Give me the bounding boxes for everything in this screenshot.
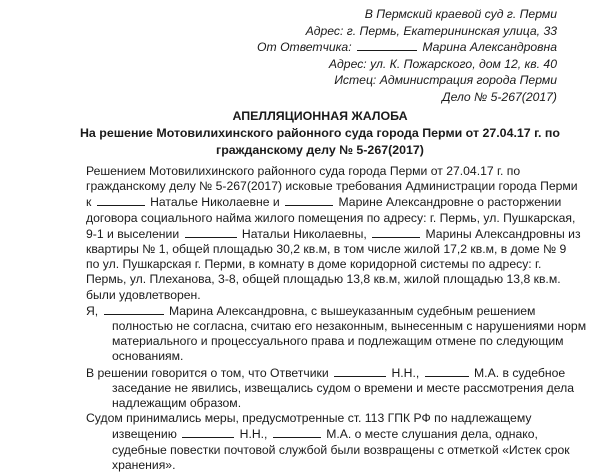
paragraph-line: полностью не согласна, считаю его незаконным, вынесенным с нарушениями норм [112, 319, 587, 334]
title-subject-line1: На решение Мотовилихинского районного суда города Перми от 27.04.17 г. по [79, 126, 560, 140]
paragraph-line [86, 426, 556, 442]
text-fragment: Марине Александровне о расторжении [338, 195, 562, 210]
paragraph-line: надлежащим образом. [112, 396, 242, 411]
paragraph-line: материального и процессуального права и подлежащим отмене по следующим [112, 334, 564, 349]
text-fragment: 9-1 и выселении [86, 226, 180, 241]
paragraph-line: Решением Мотовилихинского районного суда города Перми от 27.04.17 г. по [86, 164, 521, 178]
court-address: Адрес: г. Пермь, Екатерининская улица, 33 [305, 23, 557, 38]
paragraph-line: судебные повестки почтовой службой были возвращены с отметкой «Истек срок [112, 442, 570, 457]
name-blank [182, 426, 234, 438]
text-fragment: извещению [112, 427, 177, 442]
text-fragment: М.А. о месте слушания дела, однако, [326, 427, 538, 442]
name-blank [334, 365, 386, 377]
text-fragment: Наталье Николаевне и [150, 195, 280, 210]
text-fragment: Н.Н., [391, 365, 420, 380]
paragraph-line: по ул. Пушкарская г. Перми, в комнату в доме коридорной системы по адресу: г. [86, 257, 542, 272]
document-title [40, 108, 600, 159]
sender-name: Марина Александровна [422, 40, 557, 55]
paragraph-decision [86, 164, 581, 303]
paragraph-line: Судом принимались меры, предусмотренные ст. 113 ГПК РФ по надлежащему [86, 411, 532, 426]
paragraph-line: гражданскому делу № 5-267(2017) исковые требования Администрации города Перми [86, 179, 578, 194]
name-blank [104, 303, 164, 315]
sender-line [227, 39, 557, 56]
text-fragment: Я, [86, 303, 99, 318]
paragraph-line: заседание не явились, извещались судом о времени и месте рассмотрения дела [112, 380, 574, 395]
title-heading: АПЕЛЛЯЦИОННАЯ ЖАЛОБА [232, 109, 408, 123]
paragraph-line: квартиры № 1, общей площадью 30,2 кв.м, в том числе жилой 17,2 кв.м, в доме № 9 [86, 242, 567, 257]
sender-label: От Ответчика: [257, 40, 352, 55]
name-blank [97, 194, 145, 206]
text-fragment: к [86, 195, 92, 210]
paragraph-line: были удовлетворен. [86, 287, 201, 302]
plaintiff-line: Истец: Администрация города Перми [334, 73, 557, 88]
addressee-block [227, 6, 557, 106]
paragraph-line: Пермь, ул. Плеханова, 3-8, общей площадью 13,8 кв.м, жилой площадью 13,8 кв.м. [86, 272, 561, 287]
paragraph-line [86, 194, 562, 210]
name-blank [273, 426, 321, 438]
paragraph-line [86, 303, 556, 319]
text-fragment: Н.Н., [239, 427, 268, 442]
text-fragment: В решении говорится о том, что Ответчики [86, 365, 329, 380]
paragraph-disagreement [86, 303, 587, 365]
document-body [86, 164, 587, 473]
paragraph-line: основаниям. [112, 349, 184, 364]
text-fragment: Марины Александровны из [425, 226, 581, 241]
text-fragment: Марина Александровна, с вышеуказанным судебным решением [168, 303, 536, 318]
name-blank [372, 226, 420, 238]
case-number: Дело № 5-267(2017) [442, 89, 557, 104]
text-fragment: Натальи Николаевны, [241, 226, 367, 241]
court-addressee: В Пермский краевой суд г. Перми [364, 7, 557, 21]
title-subject-line2: гражданскому делу № 5-267(2017) [216, 143, 424, 157]
paragraph-line [86, 226, 581, 242]
paragraph-line: хранения». [112, 457, 176, 472]
paragraph-line: договора социального найма жилого помещения по адресу: г. Пермь, ул. Пушкарская, [86, 210, 576, 225]
paragraph-notification [86, 365, 574, 412]
name-blank [425, 365, 469, 377]
paragraph-line [86, 365, 566, 381]
name-blank [185, 226, 237, 238]
sender-address: Адрес: ул. К. Пожарского, дом 12, кв. 40 [328, 56, 557, 71]
sender-surname-blank [357, 39, 417, 51]
name-blank [285, 194, 333, 206]
paragraph-court-measures [86, 411, 570, 473]
text-fragment: М.А. в судебное [474, 365, 566, 380]
